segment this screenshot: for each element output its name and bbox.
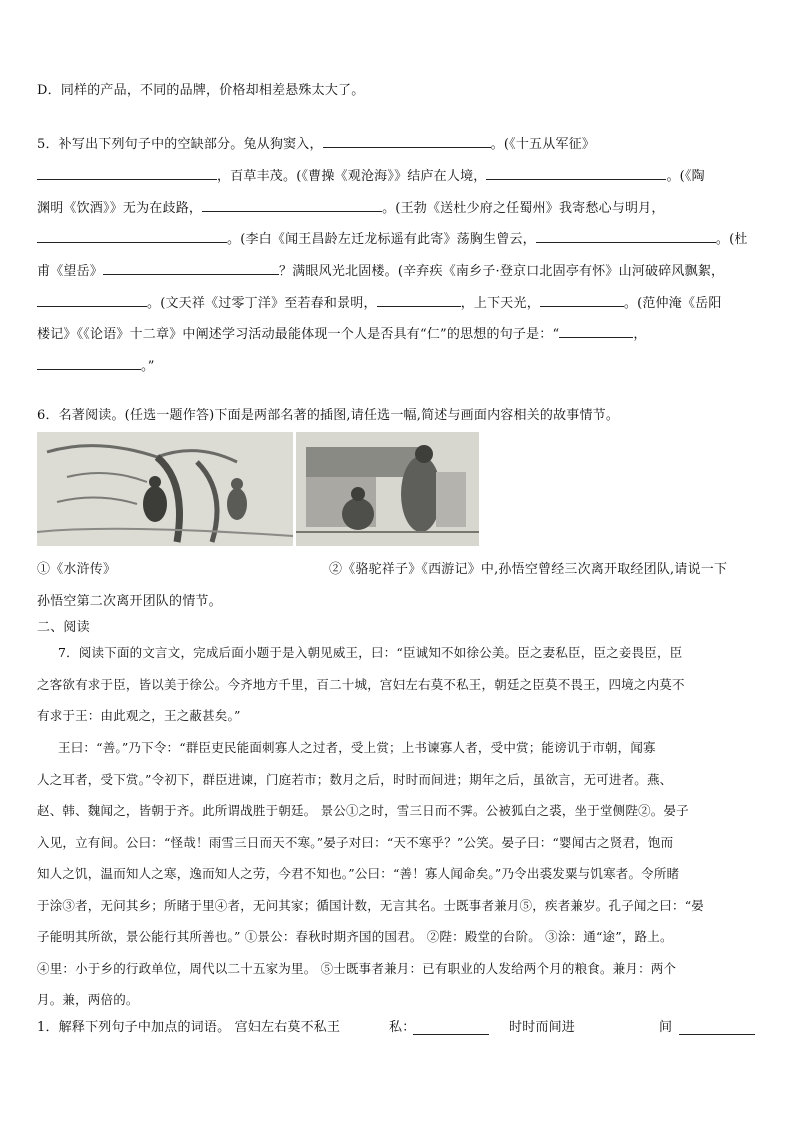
blank[interactable] xyxy=(536,228,716,243)
blank[interactable] xyxy=(202,197,382,212)
q5-text: 甫《望岳》 xyxy=(37,264,104,279)
q5-text: 。(杜 xyxy=(715,232,748,247)
q5-text: 渊明《饮酒》》无为在歧路， xyxy=(37,201,203,216)
q5-text: 楼记》《《论语》十二章》中阐述学习活动最能体现一个人是否具有“仁”的思想的句子是：“ xyxy=(37,327,560,342)
q7-line: 知人之饥，温而知人之寒，逸而知人之劳，今君不知也。”公曰：“善！寡人闻命矣。”乃令出裘发粟与饥寒者。令所睹 xyxy=(37,866,680,881)
q7-line: 人之耳者，受下赏。”令初下，群臣进谏，门庭若市；数月之后，时时而间进；期年之后，虽欲言，无可进者。燕、 xyxy=(37,772,673,787)
blank[interactable] xyxy=(377,292,461,307)
illustration-water-margin xyxy=(37,432,293,546)
q5-line-5 xyxy=(37,260,724,282)
q1-jian-label: 间 xyxy=(659,1020,673,1035)
q5-line-7 xyxy=(37,323,647,345)
q5-text: 。” xyxy=(141,359,155,374)
q5-text: ， xyxy=(633,327,647,342)
q7-line: 之客欲有求于臣，皆以美于徐公。今齐地方千里，百二十城，宫妇左右莫不私王，朝廷之臣莫不畏王，四境之内莫不 xyxy=(37,677,685,692)
blank[interactable] xyxy=(37,355,141,370)
q7-line: 入见，立有间。公曰：“怪哉！雨雪三日而天不寒。”晏子对曰：“天不寒乎？”公笑。晏子曰：“婴闻古之贤君，饱而 xyxy=(37,835,674,850)
q5-line-4 xyxy=(37,228,748,250)
blank[interactable] xyxy=(540,292,624,307)
blank-jian[interactable] xyxy=(679,1020,755,1035)
q5-line-6 xyxy=(37,292,722,314)
q6-option-2-cont: 孙悟空第二次离开团队的情节。 xyxy=(37,594,222,609)
illustration-camel-xiangzi-drawing xyxy=(296,432,479,546)
section-heading: 二、阅读 xyxy=(37,620,90,635)
q5-text: 。(王勃《送杜少府之任蜀州》我寄愁心与明月， xyxy=(382,201,665,216)
q7-line: 月。兼，两倍的。 xyxy=(37,992,139,1007)
q1-text: 1．解释下列句子中加点的词语。 宫妇左右莫不私王 xyxy=(37,1020,341,1035)
q5-line-2 xyxy=(37,165,705,187)
q6-option-1: ①《水浒传》 xyxy=(37,562,117,577)
q4-option-d: D．同样的产品，不同的品牌，价格却相差悬殊太大了。 xyxy=(37,83,365,98)
q6-title: 6．名著阅读。(任选一题作答)下面是两部名著的插图,请任选一幅,简述与画面内容相关的故事情节。 xyxy=(37,408,620,423)
blank[interactable] xyxy=(103,260,279,275)
illustration-water-margin-drawing xyxy=(37,432,293,546)
q7-line: 赵、韩、魏闻之，皆朝于齐。此所谓战胜于朝廷。 景公①之时，雪三日而不霁。公被狐白之裘，坐于堂侧陛②。晏子 xyxy=(37,803,689,818)
q5-line-8 xyxy=(37,355,155,377)
q7-line: 有求于王：由此观之，王之蔽甚矣。” xyxy=(37,708,241,723)
q7-line: 子能明其所欲，景公能行其所善也。” ①景公：春秋时期齐国的国君。 ②陛：殿堂的台阶。 ③涂：通“途”，路上。 xyxy=(37,929,673,944)
q6-options xyxy=(37,560,728,580)
blank[interactable] xyxy=(37,165,217,180)
q1-phrase2: 时时而间进 xyxy=(509,1020,576,1035)
q5-text: ，上下天光， xyxy=(460,296,540,311)
q6-option-2: ②《骆驼祥子》《西游记》中,孙悟空曾经三次离开取经团队,请说一下 xyxy=(329,562,728,577)
blank-si[interactable] xyxy=(413,1020,489,1035)
q5-text: ？满眼风光北固楼。(辛弃疾《南乡子·登京口北固亭有怀》山河破碎风飘絮， xyxy=(279,264,725,279)
blank[interactable] xyxy=(559,323,633,338)
q5-text: ，百草丰茂。(《曹操《观沧海》》结庐在人境， xyxy=(217,169,487,184)
q5-line-1 xyxy=(37,133,595,155)
q5-text: 。(《十五从军征》 xyxy=(490,137,596,152)
q7-line: 7．阅读下面的文言文，完成后面小题于是入朝见威王，曰：“臣诚知不如徐公美。臣之妻私臣，臣之妾畏臣，臣 xyxy=(58,645,683,660)
blank[interactable] xyxy=(486,165,666,180)
q5-text: 。(范仲淹《岳阳 xyxy=(623,296,722,311)
q7-line: 于涂③者，无问其乡；所睹于里④者，无问其家；循国计数，无言其名。士既事者兼月⑤，疾者兼岁。孔子闻之曰：“晏 xyxy=(37,898,704,913)
q7-line: ④里：小于乡的行政单位，周代以二十五家为里。 ⑤士既事者兼月：已有职业的人发给两个月的粮食。兼月：两个 xyxy=(37,961,677,976)
q5-text: 5．补写出下列句子中的空缺部分。兔从狗窦入， xyxy=(37,137,323,152)
q5-text: 。(李白《闻王昌龄左迁龙标遥有此寄》荡胸生曾云， xyxy=(227,232,536,247)
blank[interactable] xyxy=(37,228,227,243)
q5-text: 。(《陶 xyxy=(666,169,705,184)
illustration-camel-xiangzi xyxy=(296,432,479,546)
q5-text: 。(文天祥《过零丁洋》至若春和景明， xyxy=(147,296,377,311)
blank[interactable] xyxy=(37,292,147,307)
q1-line xyxy=(37,1018,673,1038)
blank[interactable] xyxy=(323,133,491,148)
q1-si-label: 私： xyxy=(389,1020,416,1035)
q5-line-3 xyxy=(37,197,665,219)
q7-line: 王曰：“善。”乃下令：“群臣吏民能面刺寡人之过者，受上赏；上书谏寡人者，受中赏；能谤讥于市朝，闻寡 xyxy=(58,740,656,755)
